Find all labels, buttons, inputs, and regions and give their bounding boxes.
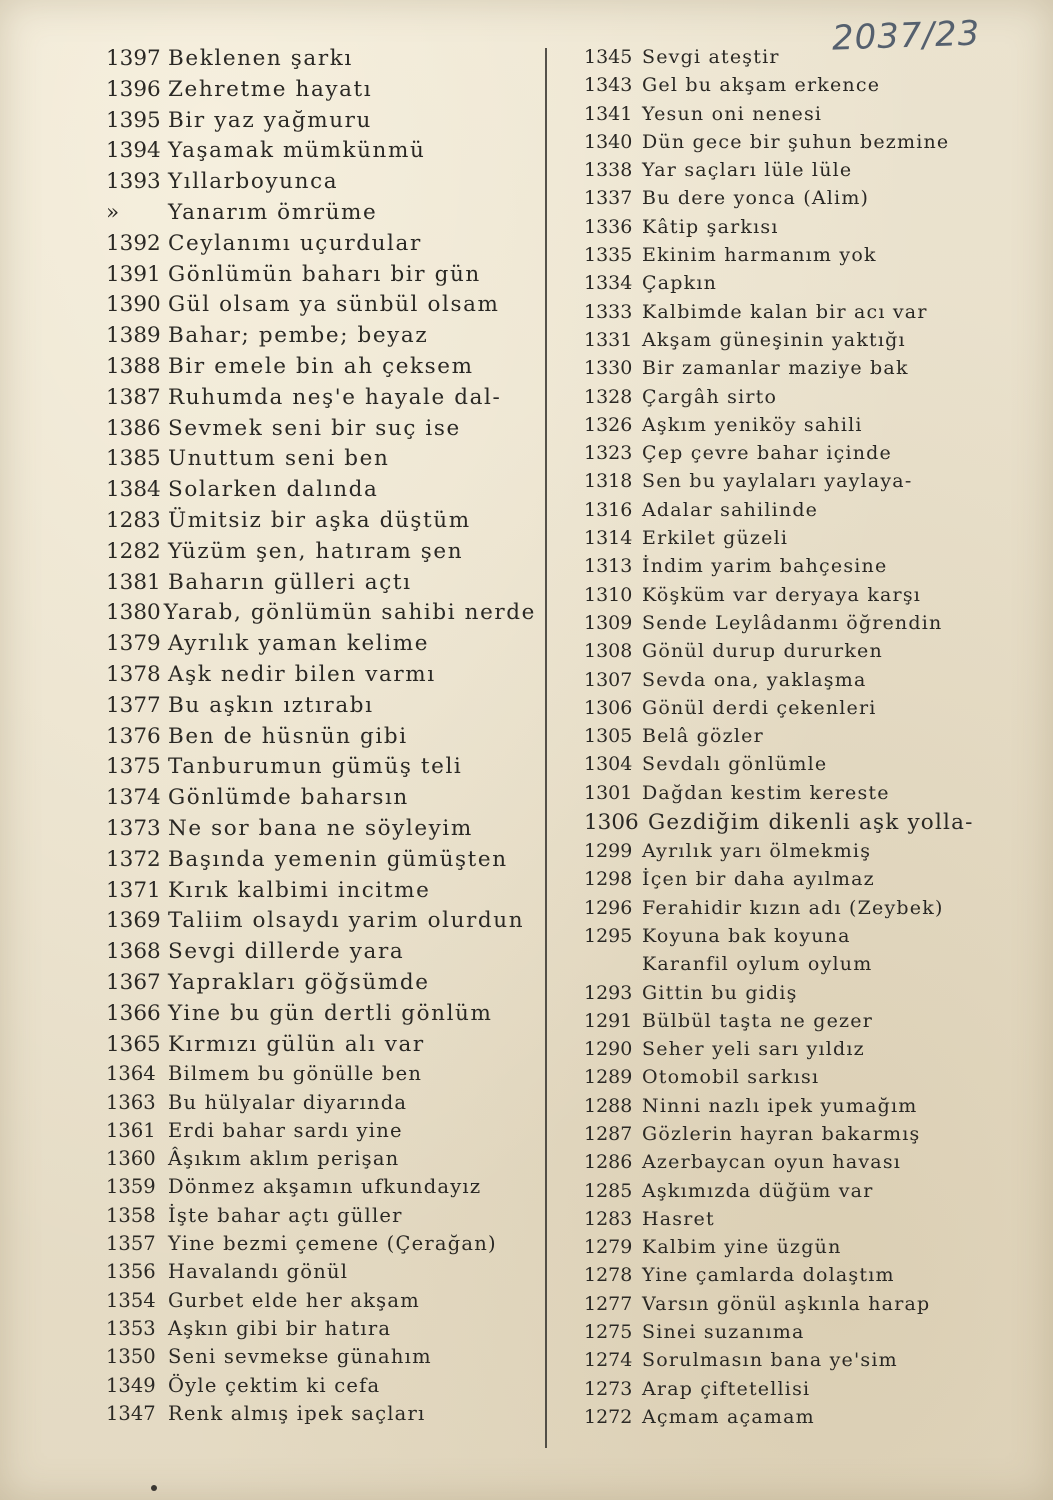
song-entry xyxy=(106,970,536,1001)
song-number: 1296 xyxy=(584,896,633,919)
song-entry xyxy=(584,386,1004,414)
song-entry xyxy=(106,508,536,539)
song-title: Yaşamak mümkünmü xyxy=(168,138,426,164)
song-title: Sevdalı gönlümle xyxy=(642,753,828,776)
song-title: Solarken dalında xyxy=(168,477,379,503)
song-title: Adalar sahilinde xyxy=(642,498,819,521)
song-number: 1395 xyxy=(106,107,161,133)
song-entry xyxy=(584,527,1004,555)
song-title: Varsın gönül aşkınla harap xyxy=(642,1292,931,1315)
song-title: İşte bahar açtı güller xyxy=(168,1203,403,1227)
song-number: 1343 xyxy=(584,74,633,97)
song-number: 1291 xyxy=(584,1009,633,1032)
song-title: Yine çamlarda dolaştım xyxy=(642,1264,895,1287)
song-number: 1350 xyxy=(106,1345,156,1369)
song-entry xyxy=(584,1236,1004,1264)
song-number: 1356 xyxy=(106,1260,156,1284)
song-number: 1364 xyxy=(106,1062,156,1086)
song-entry xyxy=(106,1402,536,1430)
song-number: 1298 xyxy=(584,868,633,891)
column-divider xyxy=(545,48,547,1448)
song-title: Âşıkım aklım perişan xyxy=(168,1147,400,1171)
song-entry xyxy=(584,216,1004,244)
song-number: 1326 xyxy=(584,413,633,436)
song-title: Tanburumun gümüş teli xyxy=(168,754,463,780)
song-number: 1353 xyxy=(106,1316,156,1340)
song-entry xyxy=(584,244,1004,272)
song-entry xyxy=(106,169,536,200)
song-title: Yarab, gönlümün sahibi nerde xyxy=(163,600,536,626)
song-entry xyxy=(584,1208,1004,1236)
song-title: Sevda ona, yaklaşma xyxy=(642,668,867,691)
song-number: 1299 xyxy=(584,840,633,863)
song-entry xyxy=(106,878,536,909)
song-number: 1372 xyxy=(106,846,161,872)
song-entry xyxy=(584,46,1004,74)
song-entry xyxy=(106,724,536,755)
song-title: Ayrılık yarı ölmekmiş xyxy=(642,840,872,863)
song-title: Kalbimde kalan bir acı var xyxy=(642,300,928,323)
song-title: Ben de hüsnün gibi xyxy=(168,723,408,749)
song-entry xyxy=(106,1175,536,1203)
song-title: Dağdan kestim kereste xyxy=(642,781,890,804)
song-number: 1328 xyxy=(584,385,633,408)
song-number: 1385 xyxy=(106,446,161,472)
song-entry xyxy=(584,868,1004,896)
song-title: Sinei suzanıma xyxy=(642,1321,805,1344)
song-entry xyxy=(584,301,1004,329)
song-number: 1333 xyxy=(584,300,633,323)
song-entry xyxy=(584,612,1004,640)
song-entry xyxy=(584,697,1004,725)
song-title: Aşkın gibi bir hatıra xyxy=(168,1316,392,1340)
song-title: Taliim olsaydı yarim olurdun xyxy=(168,908,525,934)
song-entry xyxy=(106,570,536,601)
song-number: 1341 xyxy=(584,102,633,125)
left-song-list xyxy=(106,46,536,1430)
song-title: Hasret xyxy=(642,1207,715,1230)
song-title: Sevmek seni bir suç ise xyxy=(168,415,461,441)
song-title: Köşküm var deryaya karşı xyxy=(642,583,922,606)
song-title: Yesun oni nenesi xyxy=(642,102,823,125)
song-entry xyxy=(106,785,536,816)
song-entry xyxy=(106,600,536,631)
song-number: 1309 xyxy=(584,611,633,634)
song-title: Ekinim harmanım yok xyxy=(642,244,877,267)
song-entry xyxy=(106,539,536,570)
song-entry xyxy=(106,46,536,77)
song-title: Kalbim yine üzgün xyxy=(642,1236,842,1259)
song-title: Gurbet elde her akşam xyxy=(168,1288,420,1312)
song-number: 1391 xyxy=(106,261,161,287)
song-number: 1287 xyxy=(584,1122,633,1145)
song-number: 1286 xyxy=(584,1151,633,1174)
song-title: Yüzüm şen, hatıram şen xyxy=(168,538,464,564)
song-title: Başında yemenin gümüşten xyxy=(168,846,508,872)
song-title: Ninni nazlı ipek yumağım xyxy=(642,1094,918,1117)
song-number: 1331 xyxy=(584,328,633,351)
song-number: 1279 xyxy=(584,1236,633,1259)
song-title: Gönlümde baharsın xyxy=(168,785,409,811)
song-entry xyxy=(106,1091,536,1119)
song-entry xyxy=(584,555,1004,583)
song-title: Gönül durup dururken xyxy=(642,640,883,663)
song-entry xyxy=(584,414,1004,442)
song-number: 1386 xyxy=(106,415,161,441)
song-number: 1272 xyxy=(584,1405,633,1428)
song-entry xyxy=(584,1293,1004,1321)
song-number: 1381 xyxy=(106,569,161,595)
song-entry xyxy=(584,1151,1004,1179)
song-title: Ruhumda neş'e hayale dal- xyxy=(168,384,502,410)
song-title: Bir emele bin ah çeksem xyxy=(168,353,474,379)
song-number: 1307 xyxy=(584,668,633,691)
song-entry xyxy=(106,1001,536,1032)
song-title: Yine bezmi çemene (Çerağan) xyxy=(168,1232,497,1256)
song-entry xyxy=(106,416,536,447)
song-title: Seher yeli sarı yıldız xyxy=(642,1038,865,1061)
song-number: 1376 xyxy=(106,723,161,749)
song-title: Gözlerin hayran bakarmış xyxy=(642,1122,921,1145)
song-entry xyxy=(584,810,1004,840)
song-title: Gittin bu gidiş xyxy=(642,981,798,1004)
song-number: 1304 xyxy=(584,753,633,776)
song-entry xyxy=(584,499,1004,527)
song-entry xyxy=(106,77,536,108)
song-title: Yıllarboyunca xyxy=(168,169,339,195)
song-entry xyxy=(584,640,1004,668)
song-title: Bahar; pembe; beyaz xyxy=(168,323,429,349)
song-entry xyxy=(106,108,536,139)
song-number: 1389 xyxy=(106,323,161,349)
song-title: Kâtip şarkısı xyxy=(642,215,779,238)
song-title: Sevgi ateştir xyxy=(642,46,780,68)
song-title: Ne sor bana ne söyleyim xyxy=(168,815,473,841)
song-entry xyxy=(584,840,1004,868)
song-title: Havalandı gönül xyxy=(168,1260,349,1284)
song-title: Öyle çektim ki cefa xyxy=(168,1373,381,1397)
song-title: Sende Leylâdanmı öğrendin xyxy=(642,611,943,634)
song-entry xyxy=(106,1289,536,1317)
song-entry xyxy=(584,1406,1004,1434)
song-number: 1285 xyxy=(584,1179,633,1202)
song-number: 1288 xyxy=(584,1094,633,1117)
song-entry xyxy=(584,753,1004,781)
song-title: Dün gece bir şuhun bezmine xyxy=(642,130,950,153)
song-title: Zehretme hayatı xyxy=(168,76,373,102)
song-entry xyxy=(106,1232,536,1260)
song-title: Çep çevre bahar içinde xyxy=(642,442,892,465)
song-title: Arap çiftetellisi xyxy=(642,1377,811,1400)
song-number: 1360 xyxy=(106,1147,156,1171)
song-entry xyxy=(106,1062,536,1090)
song-entry xyxy=(584,329,1004,357)
song-title: Sorulmasın bana ye'sim xyxy=(642,1349,898,1372)
song-entry xyxy=(584,1349,1004,1377)
song-number: 1375 xyxy=(106,754,161,780)
song-entry xyxy=(584,1321,1004,1349)
song-entry xyxy=(584,131,1004,159)
song-number: » xyxy=(106,199,120,225)
song-number: 1379 xyxy=(106,631,161,657)
song-entry xyxy=(106,1204,536,1232)
song-title: Ümitsiz bir aşka düştüm xyxy=(168,507,471,533)
song-title: Sen bu yaylaları yaylaya- xyxy=(642,470,913,493)
song-title: Seni sevmekse günahım xyxy=(168,1345,432,1369)
song-title: Bir yaz yağmuru xyxy=(168,107,372,133)
song-title: Bu dere yonca (Alim) xyxy=(642,187,870,210)
song-title: Bülbül taşta ne gezer xyxy=(642,1009,873,1032)
song-entry xyxy=(106,446,536,477)
song-entry xyxy=(584,187,1004,215)
song-number: 1274 xyxy=(584,1349,633,1372)
song-title: Gezdiğim dikenli aşk yolla- xyxy=(648,810,974,836)
song-entry xyxy=(106,631,536,662)
song-number: 1310 xyxy=(584,583,633,606)
song-title: Yaprakları göğsümde xyxy=(168,969,430,995)
song-number: 1380 xyxy=(106,600,161,626)
right-song-list xyxy=(584,46,1004,1434)
song-entry xyxy=(584,953,1004,981)
song-number: 1340 xyxy=(584,130,633,153)
song-entry xyxy=(106,693,536,724)
song-title: Kırık kalbimi incitme xyxy=(168,877,431,903)
song-entry xyxy=(106,754,536,785)
song-number: 1313 xyxy=(584,555,633,578)
song-entry xyxy=(584,1264,1004,1292)
song-number: 1368 xyxy=(106,939,161,965)
song-entry xyxy=(584,159,1004,187)
song-number: 1377 xyxy=(106,692,161,718)
song-number: 1306 xyxy=(584,696,633,719)
song-entry xyxy=(584,357,1004,385)
song-title: Ceylanımı uçurdular xyxy=(168,230,422,256)
handwritten-annotation: 2037/23 xyxy=(831,13,981,59)
song-number: 1397 xyxy=(106,46,161,71)
song-entry xyxy=(106,1260,536,1288)
song-title: Dönmez akşamın ufkundayız xyxy=(168,1175,482,1199)
song-number: 1295 xyxy=(584,924,633,947)
song-number: 1334 xyxy=(584,272,633,295)
song-number: 1330 xyxy=(584,357,633,380)
song-number: 1278 xyxy=(584,1264,633,1287)
song-entry xyxy=(106,1147,536,1175)
song-entry xyxy=(106,908,536,939)
song-title: Yanarım ömrüme xyxy=(168,199,378,225)
song-title: İndim yarim bahçesine xyxy=(642,555,888,578)
song-title: Erkilet güzeli xyxy=(642,527,789,550)
song-entry xyxy=(584,925,1004,953)
song-entry xyxy=(584,1378,1004,1406)
song-entry xyxy=(106,138,536,169)
song-entry xyxy=(106,1345,536,1373)
song-title: Gel bu akşam erkence xyxy=(642,74,881,97)
song-entry xyxy=(106,847,536,878)
song-entry xyxy=(584,725,1004,753)
song-number: 1358 xyxy=(106,1203,156,1227)
song-number: 1371 xyxy=(106,877,161,903)
song-number: 1392 xyxy=(106,230,161,256)
song-entry xyxy=(106,231,536,262)
song-title: Beklenen şarkı xyxy=(168,46,353,71)
song-title: Aşkımızda düğüm var xyxy=(642,1179,874,1202)
song-number: 1384 xyxy=(106,477,161,503)
song-entry xyxy=(106,354,536,385)
song-number: 1305 xyxy=(584,725,633,748)
song-title: Bu aşkın ıztırabı xyxy=(168,692,374,718)
song-title: Gül olsam ya sünbül olsam xyxy=(168,292,500,318)
song-title: Karanfil oylum oylum xyxy=(642,953,873,976)
song-number: 1323 xyxy=(584,442,633,465)
song-number: 1357 xyxy=(106,1232,156,1256)
song-entry xyxy=(584,1095,1004,1123)
song-number: 1283 xyxy=(584,1207,633,1230)
song-number: 1365 xyxy=(106,1031,161,1057)
song-title: Unuttum seni ben xyxy=(168,446,390,472)
song-number: 1308 xyxy=(584,640,633,663)
song-number: 1336 xyxy=(584,215,633,238)
song-entry xyxy=(584,1066,1004,1094)
song-entry xyxy=(106,1317,536,1345)
song-number: 1373 xyxy=(106,815,161,841)
song-number: 1394 xyxy=(106,138,161,164)
song-title: Belâ gözler xyxy=(642,725,764,748)
song-entry xyxy=(106,1032,536,1063)
song-entry xyxy=(106,1119,536,1147)
song-number: 1345 xyxy=(584,46,633,68)
song-number: 1369 xyxy=(106,908,161,934)
song-number: 1290 xyxy=(584,1038,633,1061)
song-number: 1293 xyxy=(584,981,633,1004)
song-title: Bu hülyalar diyarında xyxy=(168,1090,408,1114)
song-number: 1349 xyxy=(106,1373,156,1397)
song-title: Ayrılık yaman kelime xyxy=(168,631,430,657)
song-number: 1363 xyxy=(106,1090,156,1114)
song-title: Gönlümün baharı bir gün xyxy=(168,261,481,287)
song-number: 1318 xyxy=(584,470,633,493)
song-title: Bilmem bu gönülle ben xyxy=(168,1062,423,1086)
song-title: Gönül derdi çekenleri xyxy=(642,696,877,719)
song-title: Yar saçları lüle lüle xyxy=(642,159,853,182)
song-number: 1275 xyxy=(584,1321,633,1344)
song-entry xyxy=(106,477,536,508)
song-number: 1396 xyxy=(106,76,161,102)
song-entry xyxy=(584,782,1004,810)
ink-dot xyxy=(151,1485,157,1491)
song-number: 1354 xyxy=(106,1288,156,1312)
song-number: 1289 xyxy=(584,1066,633,1089)
song-title: Yine bu gün dertli gönlüm xyxy=(168,1000,493,1026)
song-number: 1393 xyxy=(106,169,161,195)
song-number: 1374 xyxy=(106,785,161,811)
song-entry xyxy=(106,662,536,693)
song-entry xyxy=(106,385,536,416)
song-entry xyxy=(584,1010,1004,1038)
song-title: Kırmızı gülün alı var xyxy=(168,1031,425,1057)
song-number: 1314 xyxy=(584,527,633,550)
song-entry xyxy=(584,669,1004,697)
song-entry xyxy=(584,584,1004,612)
song-number: 1388 xyxy=(106,353,161,379)
song-entry xyxy=(106,292,536,323)
song-entry xyxy=(584,1180,1004,1208)
song-entry xyxy=(106,1374,536,1402)
song-title: Açmam açamam xyxy=(642,1405,815,1428)
song-number: 1316 xyxy=(584,498,633,521)
song-number: 1390 xyxy=(106,292,161,318)
song-number: 1347 xyxy=(106,1401,156,1425)
song-title: Ferahidir kızın adı (Zeybek) xyxy=(642,896,944,919)
song-title: Azerbaycan oyun havası xyxy=(642,1151,902,1174)
song-number: 1366 xyxy=(106,1000,161,1026)
song-title: Otomobil sarkısı xyxy=(642,1066,820,1089)
song-entry xyxy=(584,470,1004,498)
song-entry xyxy=(106,816,536,847)
song-title: Çapkın xyxy=(642,272,718,295)
song-entry xyxy=(584,272,1004,300)
song-title: Aşk nedir bilen varmı xyxy=(168,661,436,687)
song-number: 1378 xyxy=(106,661,161,687)
song-number: 1306 xyxy=(584,810,639,836)
song-entry xyxy=(106,200,536,231)
song-number: 1337 xyxy=(584,187,633,210)
song-title: Bir zamanlar maziye bak xyxy=(642,357,909,380)
song-title: Baharın gülleri açtı xyxy=(168,569,412,595)
song-entry xyxy=(584,1123,1004,1151)
song-entry xyxy=(584,982,1004,1010)
song-number: 1301 xyxy=(584,781,633,804)
song-number: 1361 xyxy=(106,1118,156,1142)
song-title: İçen bir daha ayılmaz xyxy=(642,868,875,891)
song-number: 1277 xyxy=(584,1292,633,1315)
song-title: Koyuna bak koyuna xyxy=(642,924,851,947)
song-entry xyxy=(584,74,1004,102)
song-title: Sevgi dillerde yara xyxy=(168,939,405,965)
song-title: Akşam güneşinin yaktığı xyxy=(642,328,906,351)
song-entry xyxy=(106,939,536,970)
song-title: Aşkım yeniköy sahili xyxy=(642,413,863,436)
song-number: 1367 xyxy=(106,969,161,995)
song-entry xyxy=(106,262,536,293)
song-number: 1335 xyxy=(584,244,633,267)
song-title: Erdi bahar sardı yine xyxy=(168,1118,403,1142)
song-entry xyxy=(106,323,536,354)
song-number: 1359 xyxy=(106,1175,156,1199)
song-number: 1387 xyxy=(106,384,161,410)
song-number: 1273 xyxy=(584,1377,633,1400)
song-entry xyxy=(584,442,1004,470)
song-entry xyxy=(584,103,1004,131)
song-number: 1283 xyxy=(106,507,161,533)
song-number: 1282 xyxy=(106,538,161,564)
song-entry xyxy=(584,1038,1004,1066)
song-title: Çargâh sirto xyxy=(642,385,778,408)
song-entry xyxy=(584,897,1004,925)
song-title: Renk almış ipek saçları xyxy=(168,1401,426,1425)
song-number: 1338 xyxy=(584,159,633,182)
